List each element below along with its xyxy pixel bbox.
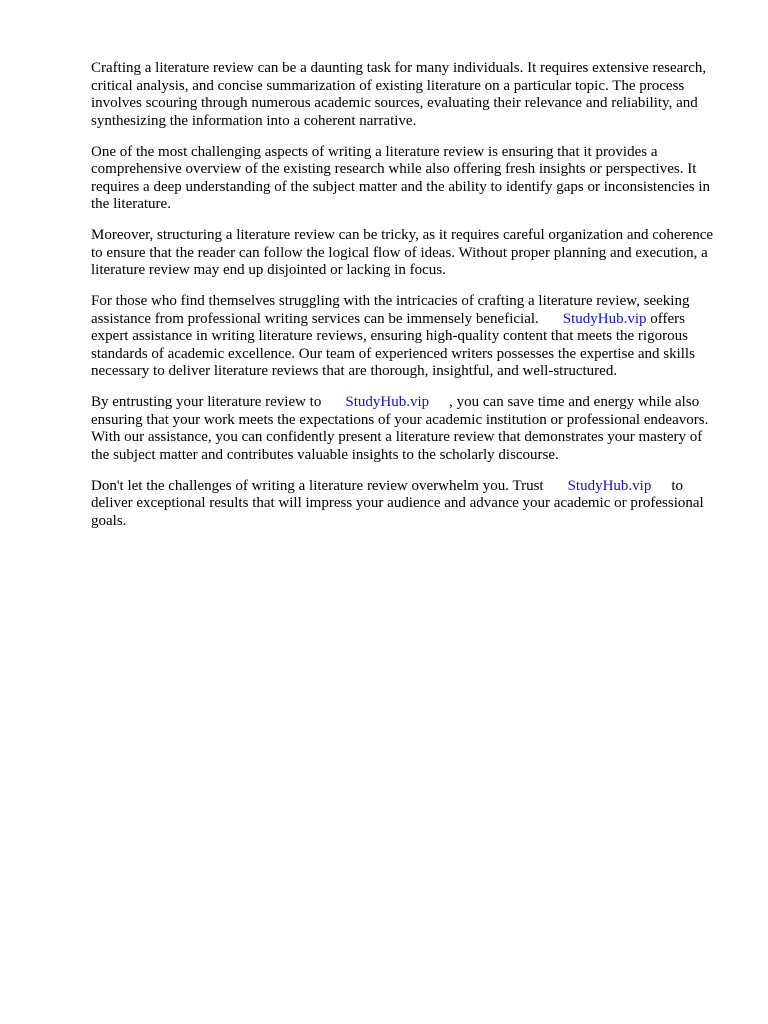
paragraph-structuring: Moreover, structuring a literature review can be tricky, as it requires careful organization and coherence to ensure that the reader can follow the logical flow of ideas. Without proper planning and execution, a literature review may end up disjointed or lacking in focus.: [91, 227, 714, 278]
paragraph-entrusting-text-after: , you can save time and energy while also ensuring that your work meets the expectations of your academic institution or professional endeavors. With our assistance, you can confidently present a literature review that demonstrates your mastery of the subject matter and contributes valuable insights to the scholarly discourse.: [91, 394, 709, 463]
studyhub-link[interactable]: StudyHub.vip: [345, 394, 430, 410]
paragraph-entrusting: [91, 394, 723, 464]
paragraph-assistance-text-after: offers expert assistance in writing literature reviews, ensuring high-quality content that meets the rigorous standards of academic excellence. Our team of experienced writers possesses the expertise and skills necessary to deliver literature reviews that are thorough, insightful, and well-structured.: [91, 310, 695, 379]
paragraph-closing-text-after: to deliver exceptional results that will impress your audience and advance your academic or professional goals.: [91, 477, 704, 529]
paragraph-challenges: One of the most challenging aspects of writing a literature review is ensuring that it provides a comprehensive overview of the existing research while also offering fresh insights or perspectives. It requires a deep understanding of the subject matter and the ability to identify gaps or inconsistencies in the literature.: [91, 143, 710, 212]
studyhub-link[interactable]: StudyHub.vip: [562, 310, 647, 327]
paragraph-closing: [91, 478, 723, 531]
paragraph-assistance-text-before: For those who find themselves struggling with the intricacies of crafting a literature review, seeking assistance from professional writing services can be immensely beneficial.: [91, 293, 690, 327]
paragraph-closing-text-before: Don't let the challenges of writing a literature review overwhelm you. Trust: [91, 477, 544, 494]
paragraph-entrusting-text-before: By entrusting your literature review to: [91, 394, 322, 410]
studyhub-link[interactable]: StudyHub.vip: [567, 477, 652, 494]
paragraph-assistance: [91, 293, 723, 381]
document-page: [91, 60, 723, 544]
paragraph-intro: Crafting a literature review can be a daunting task for many individuals. It requires extensive research, critical analysis, and concise summarization of existing literature on a particular topic. The process involves scouring through numerous academic sources, evaluating their relevance and reliability, and synthesizing the information into a coherent narrative.: [91, 60, 707, 129]
